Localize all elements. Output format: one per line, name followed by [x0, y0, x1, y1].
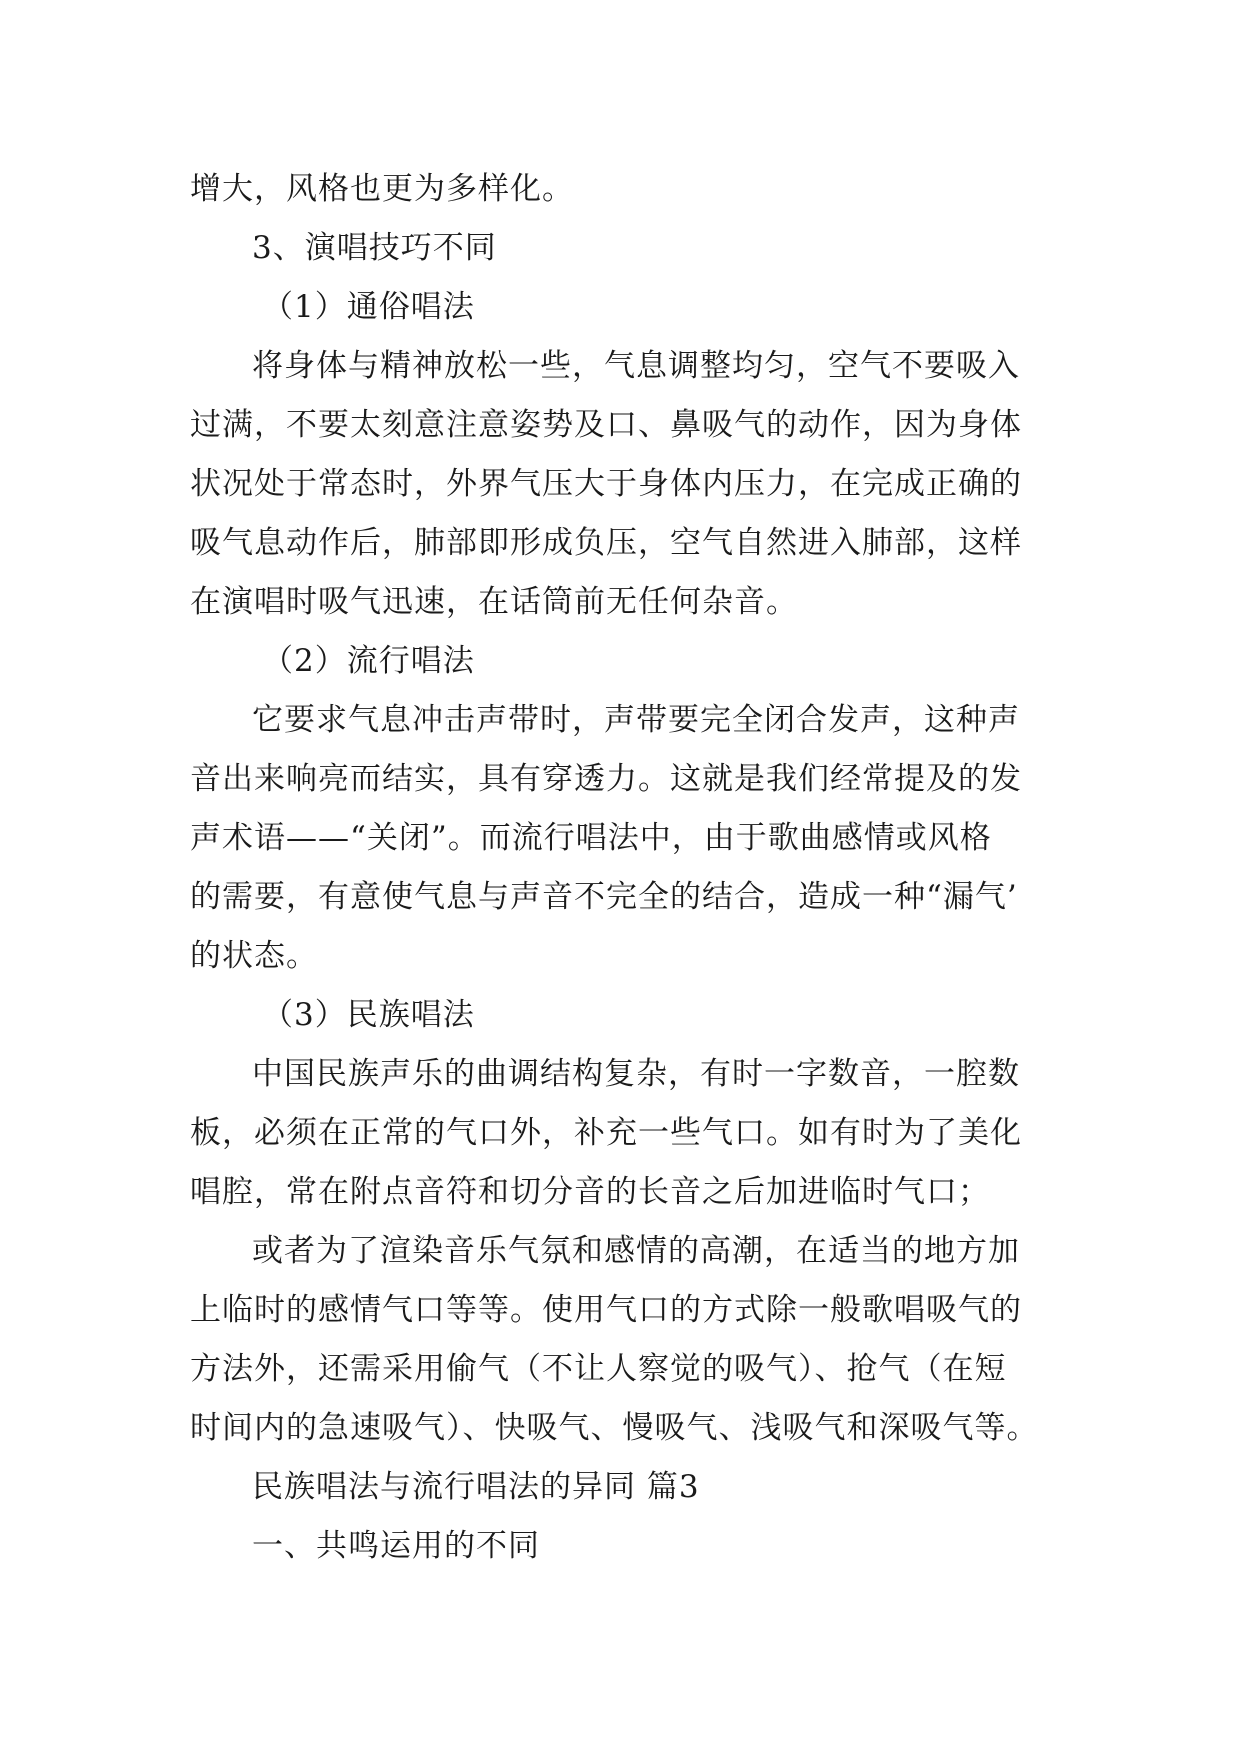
text-line: 方法外，还需采用偷气（不让人察觉的吸气）、抢气（在短	[190, 1351, 1007, 1387]
text-line: 时间内的急速吸气）、快吸气、慢吸气、浅吸气和深吸气等。	[190, 1410, 1039, 1446]
text-line: 增大，风格也更为多样化。	[190, 171, 574, 207]
text-line: 过满，不要太刻意注意姿势及口、鼻吸气的动作，因为身体	[190, 407, 1022, 443]
text-line: 音出来响亮而结实，具有穿透力。这就是我们经常提及的发	[190, 761, 1022, 797]
text-line: 的状态。	[190, 938, 318, 974]
text-line: 声术语——“关闭”。而流行唱法中，由于歌曲感情或风格	[190, 820, 992, 856]
text-line: 中国民族声乐的曲调结构复杂，有时一字数音，一腔数	[252, 1056, 1020, 1092]
subsection-heading: （3）民族唱法	[262, 997, 475, 1033]
section-heading: 3、演唱技巧不同	[252, 230, 497, 266]
text-line: 吸气息动作后，肺部即形成负压，空气自然进入肺部，这样	[190, 525, 1022, 561]
article-title: 民族唱法与流行唱法的异同 篇3	[252, 1469, 700, 1505]
text-line: 唱腔，常在附点音符和切分音的长音之后加进临时气口；	[190, 1174, 990, 1210]
text-line: 板，必须在正常的气口外，补充一些气口。如有时为了美化	[190, 1115, 1022, 1151]
text-line: 或者为了渲染音乐气氛和感情的高潮，在适当的地方加	[252, 1233, 1020, 1269]
document-body	[190, 160, 1060, 1576]
text-line: 将身体与精神放松一些，气息调整均匀，空气不要吸入	[252, 348, 1020, 384]
subsection-heading: （1）通俗唱法	[262, 289, 475, 325]
text-line: 的需要，有意使气息与声音不完全的结合，造成一种“漏气’	[190, 879, 1018, 915]
section-heading: 一、共鸣运用的不同	[252, 1528, 540, 1564]
text-line: 状况处于常态时，外界气压大于身体内压力，在完成正确的	[190, 466, 1022, 502]
text-line: 它要求气息冲击声带时，声带要完全闭合发声，这种声	[252, 702, 1020, 738]
subsection-heading: （2）流行唱法	[262, 643, 475, 679]
text-line: 上临时的感情气口等等。使用气口的方式除一般歌唱吸气的	[190, 1292, 1022, 1328]
text-line: 在演唱时吸气迅速，在话筒前无任何杂音。	[190, 584, 798, 620]
